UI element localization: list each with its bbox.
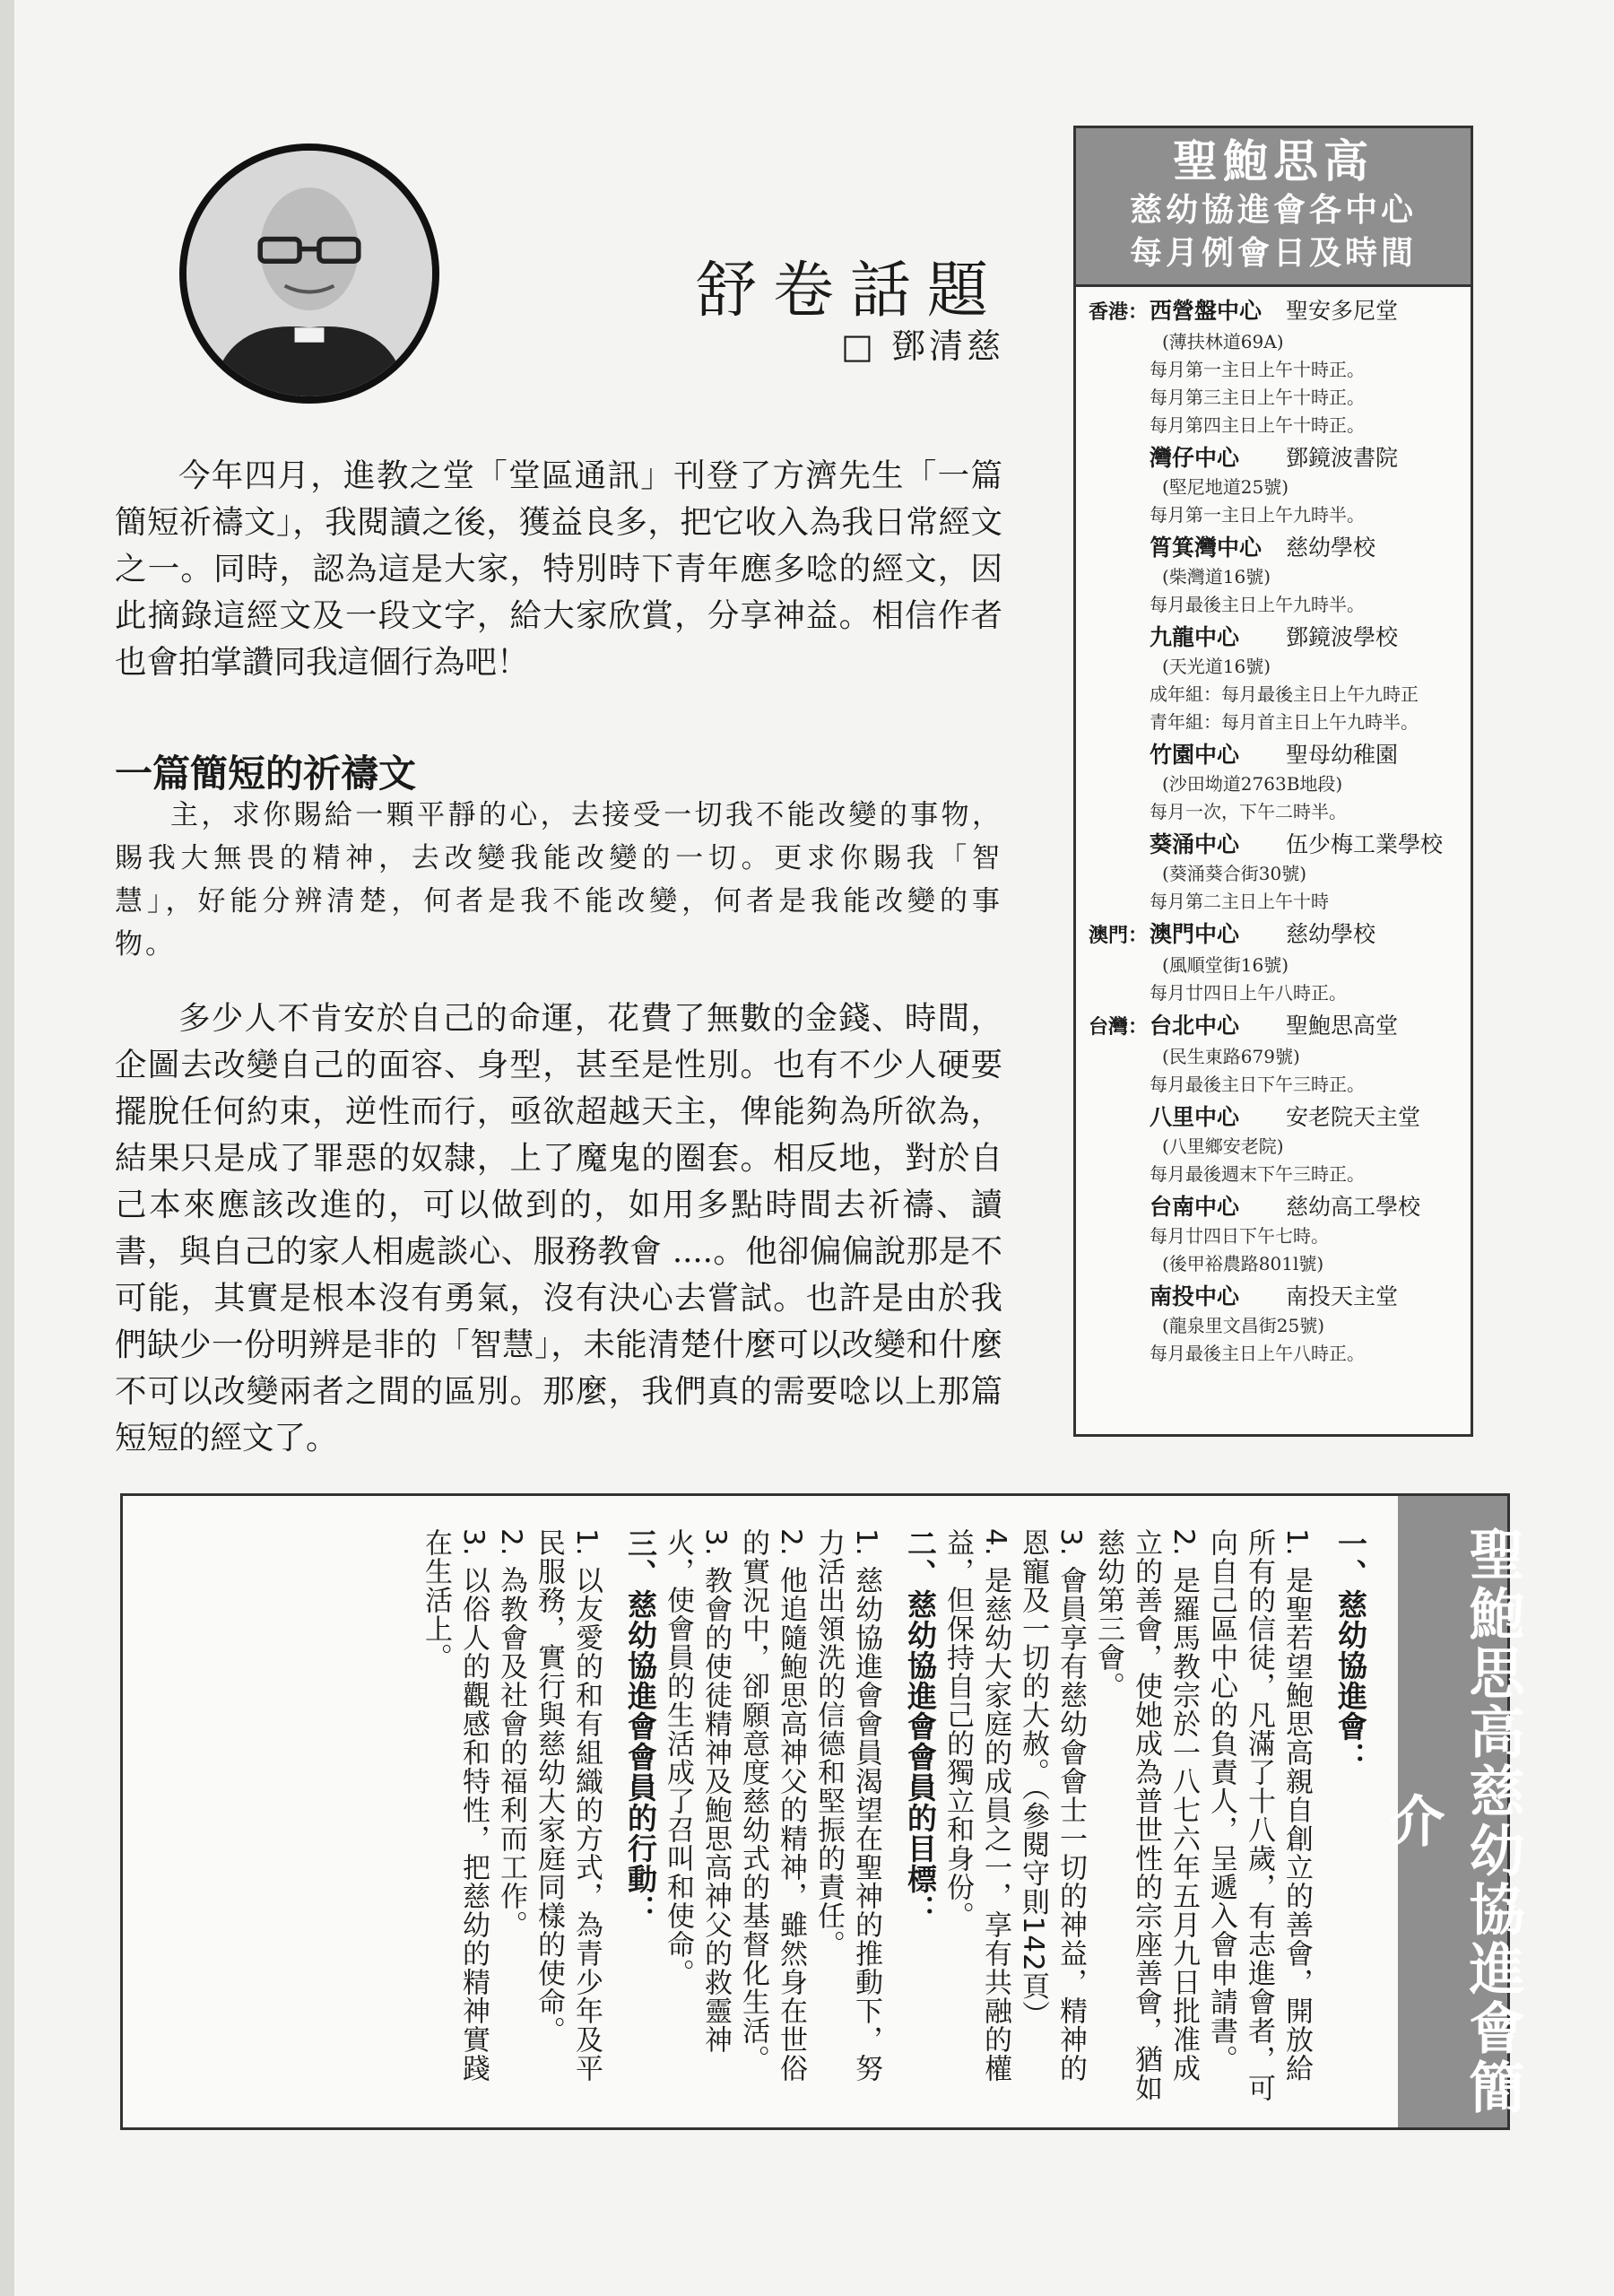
centre-row <box>1089 919 1471 952</box>
intro-point: 3. 會員享有慈幼會會士一切的神益，精神的恩寵及一切的大赦。（參閱守則142頁） <box>1017 1528 1087 2083</box>
portrait-illustration <box>187 151 432 396</box>
intro-point: 3. 以俗人的觀感和特性，把慈幼的精神實踐在生活上。 <box>420 1528 490 2083</box>
centre-venue: 慈幼學校 <box>1286 921 1376 947</box>
centre-row <box>1089 533 1471 563</box>
centre-entry <box>1089 622 1471 736</box>
prayer-text: 主，求你賜給一顆平靜的心，去接受一切我不能改變的事物，賜我大無畏的精神，去改變我能改變的一切。更求你賜我「智慧」，好能分辨清楚，何者是我不能改變，何者是我能改變的事物。 <box>115 799 1002 961</box>
intro-point: 1. 是聖若望鮑思高親自創立的善會，開放給所有的信徒，凡滿了十八歲，有志進會者，可向自己區中心的負責人，呈遞入會申請書。 <box>1205 1528 1313 2102</box>
centre-time: 每月最後主日上午九時半。 <box>1150 594 1365 615</box>
prayer-heading: 一篇簡短的祈禱文 <box>115 752 417 796</box>
article-author: □ 鄧清慈 <box>841 326 1004 366</box>
centre-time: 每月廿四日上午八時正。 <box>1150 982 1347 1004</box>
centre-name: 西營盤中心 <box>1150 298 1263 324</box>
centre-name: 八里中心 <box>1150 1104 1240 1130</box>
intro-box-body <box>150 1528 1369 2102</box>
schedule-title: 聖鮑思高 <box>1173 135 1374 187</box>
schedule-subtitle-2: 每月例會日及時間 <box>1129 235 1417 272</box>
centre-time: 成年組：每月最後主日上午九時正 <box>1150 683 1419 705</box>
schedule-subtitle-1: 慈幼協進會各中心 <box>1129 192 1417 229</box>
centre-name: 澳門中心 <box>1150 921 1240 947</box>
intro-section-heading: 一、慈幼協進會： <box>1333 1528 1368 1772</box>
centre-name: 筲箕灣中心 <box>1150 535 1263 561</box>
centre-venue: 聖母幼稚園 <box>1286 742 1399 768</box>
centre-name: 九龍中心 <box>1150 624 1240 650</box>
body-paragraph: 多少人不肯安於自己的命運，花費了無數的金錢、時間，企圖去改變自己的面容、身型，甚至是性別。也有不少人硬要擺脫任何約束，逆性而行，亟欲超越天主，俾能夠為所欲為，結果只是成了罪惡的奴隸，上了魔鬼的圈套。相反地，對於自己本來應該改進的，可以做到的，如用多點時間去祈禱、讀書，與自己的家人相處談心、服務教會 ....。他卻偏偏說那是不可能，其實是根本沒有勇氣，沒有決心去嘗試。也許是由於我們缺少一份明辨是非的「智慧」，未能清楚什麼可以改變和什麼不可以改變兩者之間的區別。那麼，我們真的需要唸以上那篇短短的經文了。 <box>115 1000 1002 1457</box>
intro-point: 1. 慈幼協進會會員渴望在聖神的推動下，努力活出領洗的信德和堅振的責任。 <box>812 1528 882 2083</box>
centre-entry <box>1089 1011 1471 1099</box>
centre-row <box>1089 1102 1471 1133</box>
centre-time: 每月一次，下午二時半。 <box>1150 801 1347 822</box>
centre-time: 每月廿四日下午七時。 <box>1150 1225 1329 1247</box>
centre-region: 香港： <box>1089 301 1149 324</box>
centre-entry <box>1089 1192 1471 1278</box>
page-edge <box>0 0 14 2296</box>
centre-address: (堅尼地道25號) <box>1162 476 1289 498</box>
centre-address: (沙田坳道2763B地段) <box>1162 773 1343 795</box>
intro-point: 4. 是慈幼大家庭的成員之一，享有共融的權益，但保持自己的獨立和身份。 <box>941 1528 1011 2083</box>
centre-time: 每月最後主日下午三時正。 <box>1150 1074 1365 1095</box>
centre-venue: 鄧鏡波書院 <box>1286 445 1399 471</box>
centre-time: 每月最後週末下午三時正。 <box>1150 1163 1365 1185</box>
centre-time: 每月第一主日上午十時正。 <box>1150 359 1365 380</box>
centre-address: (八里鄉安老院) <box>1162 1135 1284 1157</box>
centre-entry <box>1089 443 1471 529</box>
centre-venue: 慈幼學校 <box>1286 535 1376 561</box>
schedule-list <box>1076 287 1471 1368</box>
centre-row <box>1089 740 1471 770</box>
centre-address: (葵涌葵合街30號) <box>1162 863 1307 884</box>
centre-address: (薄扶林道69A) <box>1162 331 1284 352</box>
centre-time: 每月第三主日上午十時正。 <box>1150 387 1365 408</box>
centre-address: (龍泉里文昌街25號) <box>1162 1315 1325 1336</box>
centre-row <box>1089 1192 1471 1222</box>
centre-row <box>1089 830 1471 860</box>
intro-paragraph: 今年四月，進教之堂「堂區通訊」刊登了方濟先生「一篇簡短祈禱文」，我閱讀之後，獲益良多，把它收入為我日常經文之一。同時，認為這是大家，特別時下青年應多唸的經文，因此摘錄這經文及一段文字，給大家欣賞，分享神益。相信作者也會拍掌讚同我這個行為吧！ <box>115 457 1002 681</box>
centre-entry <box>1089 296 1471 439</box>
centre-venue: 安老院天主堂 <box>1286 1104 1421 1130</box>
intro-point: 2. 他追隨鮑思高神父的精神，雖然身在世俗的實況中，卻願意度慈幼式的基督化生活。 <box>737 1528 807 2083</box>
centre-entry <box>1089 740 1471 826</box>
centre-address: (風順堂街16號) <box>1162 954 1289 976</box>
intro-box-title: 聖鮑思高慈幼協進會簡介 <box>1398 1496 1507 2127</box>
centre-entry <box>1089 1102 1471 1188</box>
centre-time: 每月第一主日上午九時半。 <box>1150 504 1365 526</box>
centre-name: 台北中心 <box>1150 1013 1240 1039</box>
intro-point: 1. 以友愛的和有組織的方式，為青少年及平民服務，實行與慈幼大家庭同樣的使命。 <box>533 1528 603 2083</box>
centre-name: 台南中心 <box>1150 1194 1240 1220</box>
schedule-box <box>1073 126 1473 1437</box>
intro-section-heading: 三、慈幼協進會會員的行動： <box>623 1528 658 1925</box>
centre-venue: 鄧鏡波學校 <box>1286 624 1399 650</box>
intro-point: 3. 教會的使徒精神及鮑思高神父的救靈神火，使會員的生活成了召叫和使命。 <box>662 1528 732 2055</box>
centre-address: (民生東路679號) <box>1162 1046 1300 1067</box>
centre-row <box>1089 1011 1471 1043</box>
association-intro-box <box>120 1493 1525 2130</box>
intro-point: 2. 為教會及社會的福利而工作。 <box>495 1528 527 1940</box>
centre-time: 每月第二主日上午十時 <box>1150 891 1329 912</box>
centre-venue: 聖鮑思高堂 <box>1286 1013 1399 1039</box>
centre-row <box>1089 296 1471 328</box>
centre-time: 每月最後主日上午八時正。 <box>1150 1343 1365 1364</box>
intro-point: 2. 是羅馬教宗於一八七六年五月九日批准成立的善會，使她成為普世性的宗座善會，猶如慈幼第三會。 <box>1092 1528 1200 2102</box>
centre-entry <box>1089 533 1471 619</box>
centre-entry <box>1089 1282 1471 1368</box>
centre-time: 每月第四主日上午十時正。 <box>1150 414 1365 436</box>
centre-address: (柴灣道16號) <box>1162 566 1271 587</box>
centre-region: 澳門： <box>1089 925 1149 947</box>
centre-venue: 聖安多尼堂 <box>1286 298 1399 324</box>
centre-name: 灣仔中心 <box>1150 445 1240 471</box>
centre-time: 青年組：每月首主日上午九時半。 <box>1150 711 1419 733</box>
centre-row <box>1089 622 1471 653</box>
centre-address: (天光道16號) <box>1162 656 1271 677</box>
author-portrait <box>179 144 439 404</box>
centre-row <box>1089 443 1471 474</box>
centre-region: 台灣： <box>1089 1016 1149 1039</box>
centre-venue: 慈幼高工學校 <box>1286 1194 1421 1220</box>
article-title: 舒卷話題 <box>695 256 1004 326</box>
centre-venue: 伍少梅工業學校 <box>1286 831 1444 857</box>
centre-venue: 南投天主堂 <box>1286 1283 1399 1309</box>
centre-row <box>1089 1282 1471 1312</box>
intro-section-heading: 二、慈幼協進會會員的目標： <box>903 1528 938 1925</box>
centre-address: (後甲裕農路801l號) <box>1162 1253 1324 1274</box>
centre-name: 葵涌中心 <box>1150 831 1240 857</box>
centre-entry <box>1089 919 1471 1007</box>
centre-name: 南投中心 <box>1150 1283 1240 1309</box>
centre-name: 竹園中心 <box>1150 742 1240 768</box>
centre-entry <box>1089 830 1471 916</box>
schedule-header <box>1076 128 1471 287</box>
